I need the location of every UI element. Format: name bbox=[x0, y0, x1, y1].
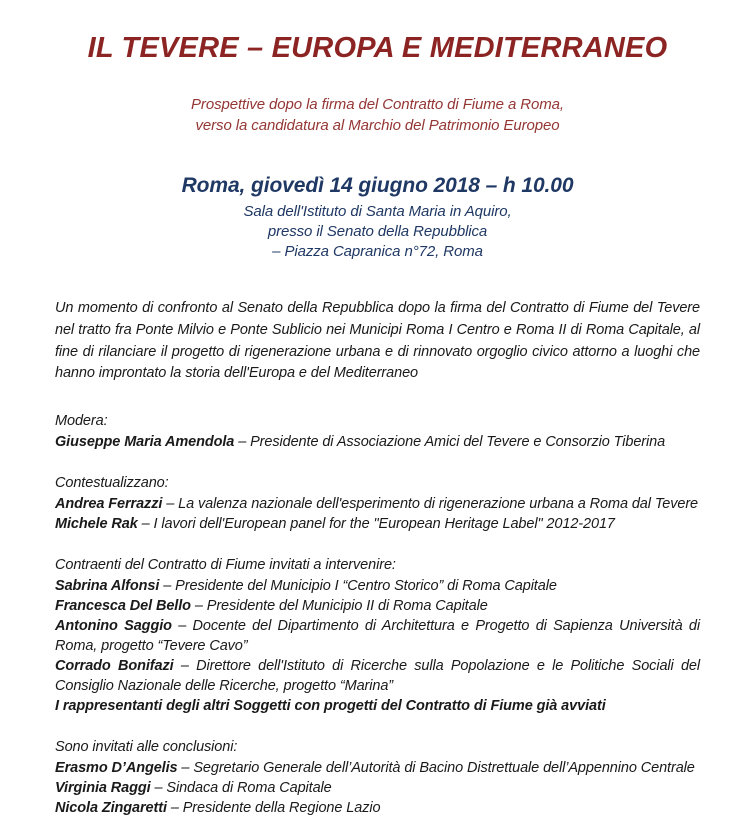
speaker-role: Direttore dell'Istituto di Ricerche sulla Popolazione e le Politiche Sociali del Consiglio Nazionale delle Ricerche, progetto “Marina” bbox=[55, 658, 701, 695]
speaker-role: Presidente di Associazione Amici del Tevere e Consorzio Tiberina bbox=[250, 434, 666, 451]
speaker-entry bbox=[55, 494, 700, 514]
event-venue-line-3: – Piazza Capranica n°72, Roma bbox=[272, 243, 483, 261]
program-section bbox=[55, 555, 700, 716]
intro-paragraph: Un momento di confronto al Senato della Repubblica dopo la firma del Contratto di Fiume del Tevere nel tratto fra Ponte Milvio e Ponte Sublicio nei Municipi Roma I Centro e Roma II di Roma Capitale, al fine di rilanciare il progetto di rigenerazione urbana e di rinnovato orgoglio civico attorno a luoghi che hanno improntato la storia dell'Europa e del Mediterraneo bbox=[55, 300, 700, 382]
separator: – bbox=[159, 578, 176, 595]
speaker-name: Erasmo D’Angelis bbox=[55, 760, 178, 777]
subtitle-line-1: Prospettive dopo la firma del Contratto di Fiume a Roma, bbox=[191, 96, 564, 113]
speaker-name: Corrado Bonifazi bbox=[55, 658, 174, 675]
separator: – bbox=[166, 800, 183, 817]
speaker-entry bbox=[55, 758, 700, 778]
speaker-entry bbox=[55, 696, 700, 716]
speaker-entry bbox=[55, 514, 700, 534]
speaker-name: Antonino Saggio bbox=[55, 618, 172, 635]
speaker-entry bbox=[55, 798, 700, 818]
speaker-role: Sindaca di Roma Capitale bbox=[166, 780, 332, 797]
program-section bbox=[55, 737, 700, 818]
speaker-entry bbox=[55, 656, 700, 696]
speaker-name: I rappresentanti degli altri Soggetti con progetti del Contratto di Fiume già avviati bbox=[55, 698, 606, 715]
separator: – bbox=[190, 598, 207, 615]
event-details bbox=[55, 174, 700, 262]
event-venue-line-2: presso il Senato della Repubblica bbox=[267, 223, 488, 241]
speaker-role: Docente del Dipartimento di Architettura e Progetto di Sapienza Università di Roma, progetto “Tevere Cavo” bbox=[55, 618, 700, 655]
speaker-role: Presidente del Municipio II di Roma Capitale bbox=[206, 598, 488, 615]
speaker-name: Francesca Del Bello bbox=[55, 598, 191, 615]
separator: – bbox=[137, 516, 154, 533]
separator: – bbox=[150, 780, 167, 797]
speaker-entry bbox=[55, 576, 700, 596]
speaker-role: Segretario Generale dell’Autorità di Bacino Distrettuale dell’Appennino Centrale bbox=[193, 760, 695, 777]
speaker-role: La valenza nazionale dell'esperimento di rigenerazione urbana a Roma dal Tevere bbox=[178, 496, 699, 513]
section-entries bbox=[55, 576, 700, 716]
section-entries bbox=[55, 758, 700, 818]
section-heading: Contraenti del Contratto di Fiume invitati a intervenire: bbox=[55, 557, 396, 574]
speaker-entry bbox=[55, 616, 700, 656]
speaker-entry bbox=[55, 778, 700, 798]
section-entries bbox=[55, 432, 700, 452]
event-date: Roma, giovedì 14 giugno 2018 – h 10.00 bbox=[181, 174, 574, 198]
program-section bbox=[55, 473, 700, 534]
separator: – bbox=[177, 760, 194, 777]
speaker-entry bbox=[55, 432, 700, 452]
speaker-role: Presidente del Municipio I “Centro Storico” di Roma Capitale bbox=[175, 578, 557, 595]
separator: – bbox=[162, 496, 179, 513]
separator: – bbox=[173, 658, 197, 675]
speaker-name: Sabrina Alfonsi bbox=[55, 578, 160, 595]
section-heading: Sono invitati alle conclusioni: bbox=[55, 739, 238, 756]
section-heading: Modera: bbox=[55, 413, 108, 430]
speaker-name: Virginia Raggi bbox=[55, 780, 151, 797]
speaker-entry bbox=[55, 596, 700, 616]
page-subtitle bbox=[55, 95, 700, 136]
speaker-name: Andrea Ferrazzi bbox=[55, 496, 163, 513]
event-venue-line-1: Sala dell'Istituto di Santa Maria in Aquiro, bbox=[243, 203, 512, 221]
section-heading: Contestualizzano: bbox=[55, 475, 169, 492]
page-title: IL TEVERE – EUROPA E MEDITERRANEO bbox=[87, 32, 668, 64]
separator: – bbox=[171, 618, 193, 635]
speaker-name: Giuseppe Maria Amendola bbox=[55, 434, 235, 451]
speaker-role: Presidente della Regione Lazio bbox=[182, 800, 381, 817]
program-section bbox=[55, 411, 700, 452]
separator: – bbox=[234, 434, 251, 451]
speaker-role: I lavori dell'European panel for the "European Heritage Label" 2012-2017 bbox=[153, 516, 615, 533]
speaker-sections bbox=[55, 411, 700, 818]
subtitle-line-2: verso la candidatura al Marchio del Patrimonio Europeo bbox=[195, 116, 560, 134]
speaker-name: Nicola Zingaretti bbox=[55, 800, 167, 817]
speaker-name: Michele Rak bbox=[55, 516, 138, 533]
section-entries bbox=[55, 494, 700, 534]
